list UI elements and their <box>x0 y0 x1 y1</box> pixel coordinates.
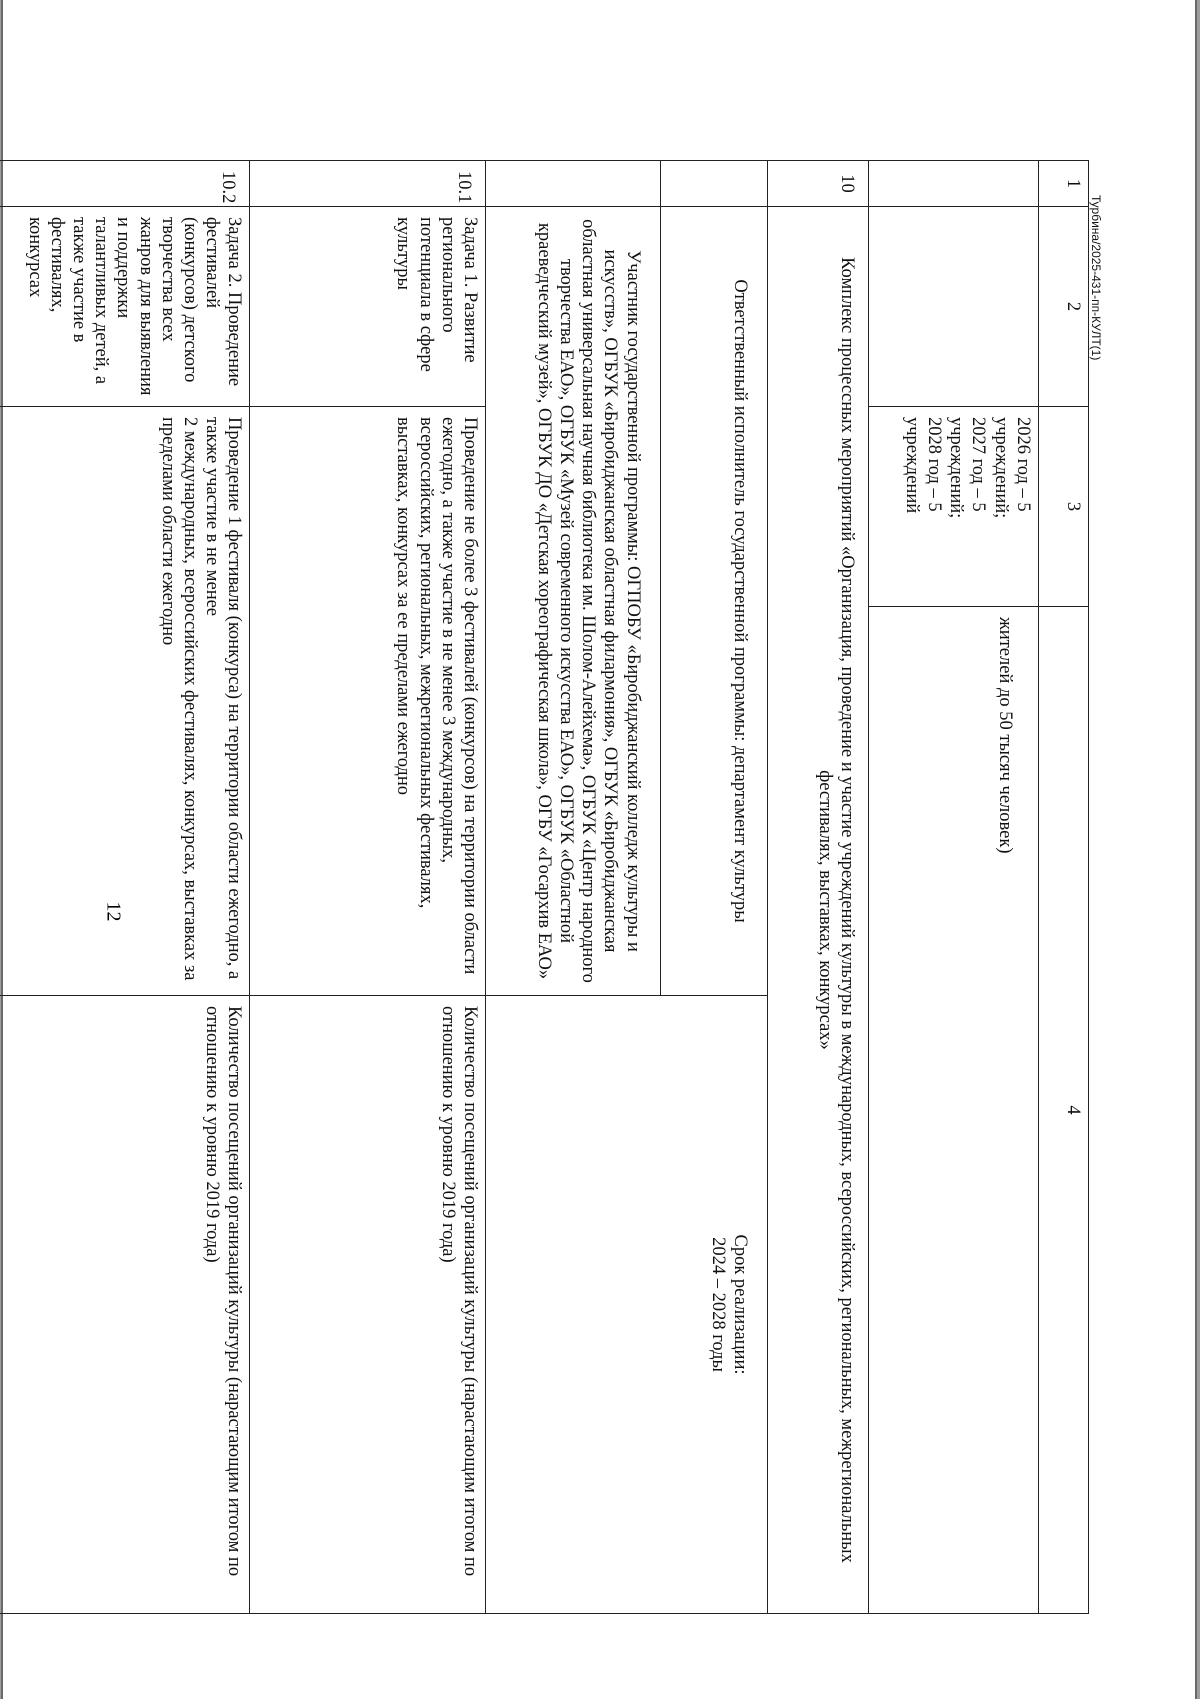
continuation-row <box>868 161 1038 1614</box>
document-page <box>1 0 1197 1699</box>
row-10-1 <box>250 161 486 1614</box>
row-10-2-result-line-2: 2 международных, всероссийских фестивалях, конкурсах, выставках за пределами области ежегодно <box>157 417 200 981</box>
header-col-2: 2 <box>1038 207 1088 407</box>
row-10-1-task: Задача 1. Развитие регионального потенциала в сфере культуры <box>250 207 486 407</box>
row-10-2-task: Задача 2. Проведение фестивалей (конкурсов) детского творчества всех жанров для выявления и поддержки талантливых детей, а также участие в фестивалях, конкурсах <box>0 207 250 407</box>
row-10-2 <box>0 161 250 1614</box>
row-10-title: Комплекс процессных мероприятий «Организация, проведение и участие учреждений культуры в международных, всероссийских, региональных, межрегиональных фестивалях, выставках, конкурсах» <box>768 207 868 1614</box>
row-10-1-indicator: Количество посещений организаций культуры (нарастающим итогом по отношению к уровню 2019 года) <box>250 996 486 1614</box>
program-participants: Участник государственной программы: ОГПОБУ «Биробиджанский колледж культуры и искусств», ОГБУК «Биробиджанская областная филармония», ОГБУК «Биробиджанская областная универсальная научная библиотека им. Шолом-Алейхема», ОГБУК «Центр народного творчества ЕАО», ОГБУК «Музей современного искусства ЕАО», ОГБУК «Областной краеведческий музей», ОГБУК ДО «Детская хореографическая школа», ОГБУ «Госархив ЕАО» <box>485 207 660 996</box>
row-10-2-indicator: Количество посещений организаций культуры (нарастающим итогом по отношению к уровню 2019 года) <box>0 996 250 1614</box>
responsible-col-1 <box>660 161 768 207</box>
term-line-1: Срок реализации: <box>730 1234 751 1375</box>
row-10-2-result <box>0 407 250 996</box>
document-footer-code: Турбина/2025-431-пп-КУЛТ(1) <box>1089 195 1103 361</box>
row-10-2-number: 10.2 <box>0 161 250 207</box>
header-col-1: 1 <box>1038 161 1088 207</box>
term-line-2: 2024 – 2028 годы <box>708 1237 729 1372</box>
header-col-4: 4 <box>1038 607 1088 1614</box>
participants-col-1 <box>485 161 660 207</box>
cont-col-3 <box>868 407 1038 607</box>
row-10-number: 10 <box>768 161 868 207</box>
header-col-3: 3 <box>1038 407 1088 607</box>
header-row <box>1038 161 1088 1614</box>
cont-col-1 <box>868 161 1038 207</box>
row-10-2-result-line-1: Проведение 1 фестиваля (конкурса) на территории области ежегодно, а также участие в не менее <box>202 417 245 980</box>
row-10-1-number: 10.1 <box>250 161 486 207</box>
rotated-table-container <box>0 160 1089 1613</box>
cont-col-3-line-2: 2027 год – 5 учреждений; <box>946 417 989 519</box>
program-table <box>0 160 1089 1614</box>
row-10-1-result: Проведение не более 3 фестивалей (конкурсов) на территории области ежегодно, а также участие в не менее 3 международных, всероссийских, региональных, межрегиональных фестивалях, выставках, конкурсах за ее пределами ежегодно <box>250 407 486 996</box>
cont-col-3-line-3: 2028 год – 5 учреждений <box>901 417 945 514</box>
responsible-executor: Ответственный исполнитель государственной программы: департамент культуры <box>660 207 768 996</box>
cont-col-2 <box>868 207 1038 407</box>
implementation-term <box>485 996 767 1614</box>
row-10 <box>768 161 868 1614</box>
page-number: 12 <box>102 901 125 922</box>
responsible-row <box>660 161 768 1614</box>
cont-col-3-line-1: 2026 год – 5 учреждений; <box>990 417 1033 519</box>
cont-col-4: жителей до 50 тысяч человек) <box>868 607 1038 1614</box>
